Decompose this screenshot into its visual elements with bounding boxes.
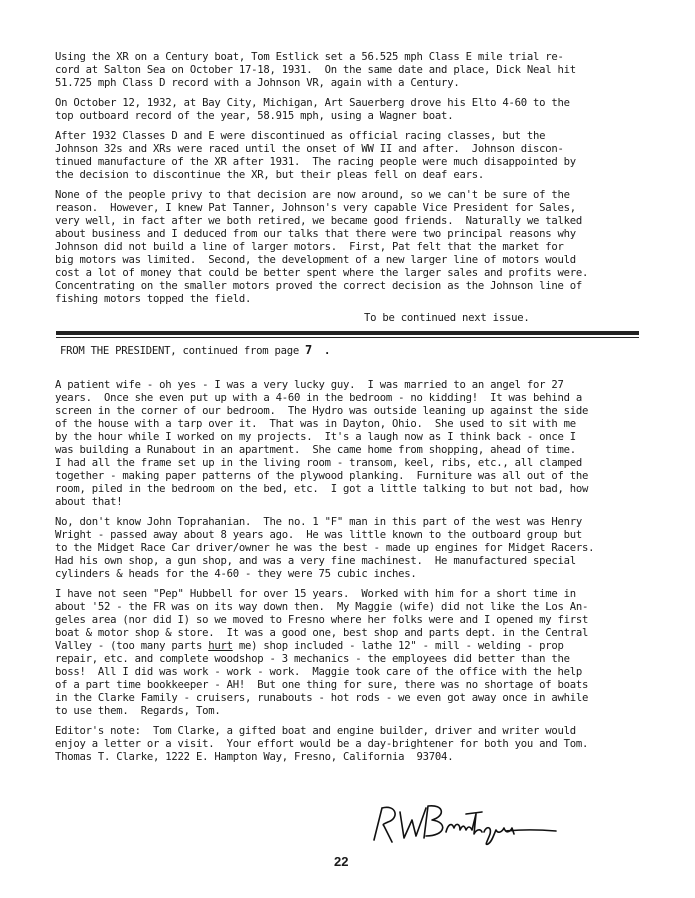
text-line: in the Clarke Family - cruisers, runabouts - hot rods - we even got away once in awhile: [55, 692, 589, 704]
section-header: [60, 343, 330, 357]
paragraph-pep-hubbell: [55, 588, 633, 718]
president-section: [55, 379, 633, 771]
text-line: room, piled in the bedroom on the bed, etc. I got a little talking to but not bad, how: [55, 483, 589, 495]
paragraph-editors-note: [55, 725, 633, 764]
page-number: 22: [334, 854, 349, 869]
text-line: No, don't know John Toprahanian. The no. 1 "F" man in this part of the west was Henry: [55, 516, 583, 528]
text-line: by the hour while I worked on my projects. It's a laugh now as I think back - once I: [55, 431, 576, 443]
text-line: cord at Salton Sea on October 17-18, 1931. On the same date and place, Dick Neal hit: [55, 64, 576, 76]
text-line: Johnson 32s and XRs were raced until the onset of WW II and after. Johnson discon-: [55, 143, 564, 155]
text-line: A patient wife - oh yes - I was a very lucky guy. I was married to an angel for 27: [55, 379, 564, 391]
handwritten-signature: [366, 800, 561, 850]
text-line: fishing motors topped the field.: [55, 293, 252, 305]
text-line: years. Once she even put up with a 4-60 in the bedroom - no kidding! It was behind a: [55, 392, 583, 404]
text-line: of a part time bookkeeper - AH! But one thing for sure, there was no shortage of boats: [55, 679, 589, 691]
text-line: about business and I deduced from our talks that there were two principal reasons why: [55, 228, 576, 240]
text-line: None of the people privy to that decision are now around, so we can't be sure of the: [55, 189, 570, 201]
section-divider-thin: [56, 337, 639, 338]
section-header-page-ref: 7: [305, 343, 312, 357]
text-line: Using the XR on a Century boat, Tom Estlick set a 56.525 mph Class E mile trial re-: [55, 51, 564, 63]
paragraph-henry-wright: [55, 516, 633, 581]
paragraph-pat-tanner: [55, 189, 633, 306]
section-divider-thick: [56, 331, 639, 335]
section-header-trailing: .: [323, 345, 331, 357]
text-line: the decision to discontinue the XR, but their pleas fell on deaf ears.: [55, 169, 484, 181]
text-line: reason. However, I knew Pat Tanner, Johnson's very capable Vice President for Sales,: [55, 202, 576, 214]
text-line: After 1932 Classes D and E were discontinued as official racing classes, but the: [55, 130, 546, 142]
text-line: big motors was limited. Second, the development of a new larger line of motors would: [55, 254, 576, 266]
paragraph-patient-wife: [55, 379, 633, 509]
text-line: geles area (nor did I) so we moved to Fresno where her folks were and I opened my first: [55, 614, 589, 626]
text-line: repair, etc. and complete woodshop - 3 mechanics - the employees did better than the: [55, 653, 570, 665]
text-line: was building a Runabout in an apartment. She came home from shopping, ahead of time.: [55, 444, 576, 456]
text-line: Thomas T. Clarke, 1222 E. Hampton Way, Fresno, California 93704.: [55, 751, 454, 763]
text-line: cylinders & heads for the 4-60 - they were 75 cubic inches.: [55, 568, 417, 580]
text-line: to use them. Regards, Tom.: [55, 705, 221, 717]
section-header-label: FROM THE PRESIDENT, continued from page: [60, 345, 299, 357]
text-line: about '52 - the FR was on its way down then. My Maggie (wife) did not like the Los An-: [55, 601, 589, 613]
text-line: I had all the frame set up in the living room - transom, keel, ribs, etc., all clamped: [55, 457, 583, 469]
text-line: screen in the corner of our bedroom. The Hydro was outside leaning up against the side: [55, 405, 589, 417]
text-line-with-underline: [55, 640, 633, 653]
text-fragment: me) shop included - lathe 12" - mill - welding - prop: [232, 640, 564, 652]
text-line: On October 12, 1932, at Bay City, Michigan, Art Sauerberg drove his Elto 4-60 to the: [55, 97, 570, 109]
text-line: to the Midget Race Car driver/owner he was the best - made up engines for Midget Racers.: [55, 542, 595, 554]
continued-note: To be continued next issue.: [364, 312, 530, 324]
text-line: tinued manufacture of the XR after 1931. The racing people were much disappointed by: [55, 156, 576, 168]
paragraph-estlick-record: [55, 51, 633, 90]
paragraph-classes-discontinued: [55, 130, 633, 182]
text-line: Concentrating on the smaller motors proved the correct decision as the Johnson line of: [55, 280, 583, 292]
text-line: I have not seen "Pep" Hubbell for over 15 years. Worked with him for a short time in: [55, 588, 576, 600]
article-top-section: [55, 51, 633, 313]
text-line: about that!: [55, 496, 123, 508]
text-line: enjoy a letter or a visit. Your effort would be a day-brightener for both you and Tom.: [55, 738, 589, 750]
text-line: boss! All I did was work - work - work. Maggie took care of the office with the help: [55, 666, 583, 678]
text-line: Wright - passed away about 8 years ago. He was little known to the outboard group but: [55, 529, 583, 541]
text-line: Had his own shop, a gun shop, and was a very fine machinest. He manufactured special: [55, 555, 576, 567]
text-line: boat & motor shop & store. It was a good one, best shop and parts dept. in the Central: [55, 627, 589, 639]
text-line: top outboard record of the year, 58.915 mph, using a Wagner boat.: [55, 110, 454, 122]
text-line: Johnson did not build a line of larger motors. First, Pat felt that the market for: [55, 241, 564, 253]
text-line: together - making paper patterns of the plywood planking. Furniture was all out of the: [55, 470, 589, 482]
underlined-word: hurt: [208, 640, 233, 652]
text-line: very well, in fact after we both retired, we became good friends. Naturally we talked: [55, 215, 583, 227]
text-fragment: Valley - (too many parts: [55, 640, 209, 652]
text-line: Editor's note: Tom Clarke, a gifted boat and engine builder, driver and writer would: [55, 725, 576, 737]
text-line: 51.725 mph Class D record with a Johnson VR, again with a Century.: [55, 77, 460, 89]
text-line: cost a lot of money that could be better spent where the larger sales and profits were.: [55, 267, 589, 279]
text-line: of the house with a tarp over it. That was in Dayton, Ohio. She used to sit with me: [55, 418, 576, 430]
paragraph-sauerberg-record: [55, 97, 633, 123]
